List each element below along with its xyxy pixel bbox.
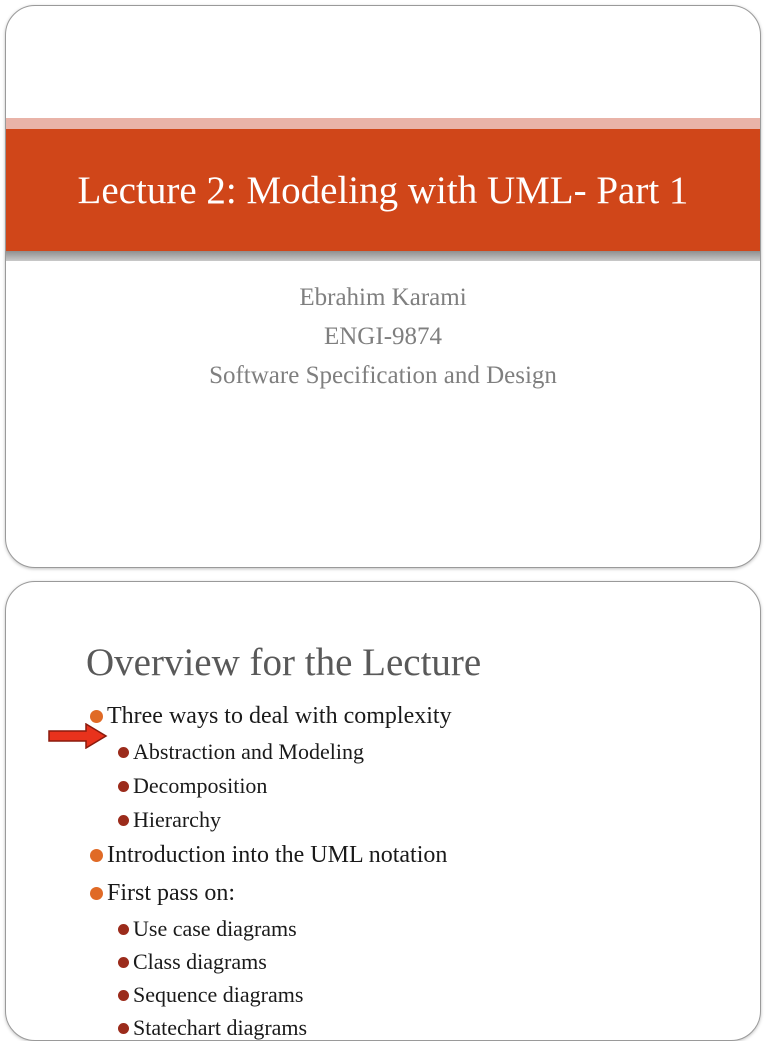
sub-bullet-dot-icon: [118, 990, 129, 1001]
bullet-item: [90, 703, 452, 730]
course-code: ENGI-9874: [323, 323, 443, 350]
sub-bullet-item: [118, 916, 297, 942]
sub-bullet-item: [118, 773, 267, 799]
bullet-text: Class diagrams: [133, 949, 267, 974]
sub-bullet-item: [118, 1015, 307, 1041]
bullet-text: Decomposition: [133, 773, 268, 798]
sub-bullet-item: [118, 982, 303, 1008]
bullet-list: [6, 582, 760, 1040]
bullet-dot-icon: [90, 887, 103, 900]
bullet-item: [90, 880, 235, 907]
title-slide: [5, 5, 761, 568]
sub-bullet-item: [118, 739, 364, 765]
slide-subtitle: [6, 278, 760, 395]
sub-bullet-item: [118, 949, 267, 975]
sub-bullet-dot-icon: [118, 957, 129, 968]
sub-bullet-dot-icon: [118, 815, 129, 826]
sub-bullet-dot-icon: [118, 747, 129, 758]
author-name: Ebrahim Karami: [299, 284, 467, 311]
bullet-text: Introduction into the UML notation: [107, 842, 448, 868]
sub-bullet-dot-icon: [118, 781, 129, 792]
overview-slide: [5, 581, 761, 1041]
bullet-dot-icon: [90, 710, 103, 723]
bullet-item: [90, 842, 447, 869]
sub-bullet-item: [118, 807, 221, 833]
course-name: Software Specification and Design: [209, 362, 557, 389]
overview-title: Overview for the Lecture: [86, 641, 482, 684]
sub-bullet-dot-icon: [118, 1023, 129, 1034]
bullet-text: Use case diagrams: [133, 916, 297, 941]
bullet-text: Abstraction and Modeling: [133, 739, 364, 764]
bullet-text: Three ways to deal with complexity: [107, 703, 452, 729]
slide-title: Lecture 2: Modeling with UML- Part 1: [77, 168, 689, 212]
bullet-text: Hierarchy: [133, 807, 221, 832]
title-band-highlight: [6, 118, 760, 129]
bullet-text: Sequence diagrams: [133, 982, 304, 1007]
bullet-text: First pass on:: [107, 880, 236, 906]
bullet-text: Statechart diagrams: [133, 1015, 308, 1040]
bullet-dot-icon: [90, 849, 103, 862]
title-band-shadow: [6, 251, 760, 261]
sub-bullet-dot-icon: [118, 924, 129, 935]
